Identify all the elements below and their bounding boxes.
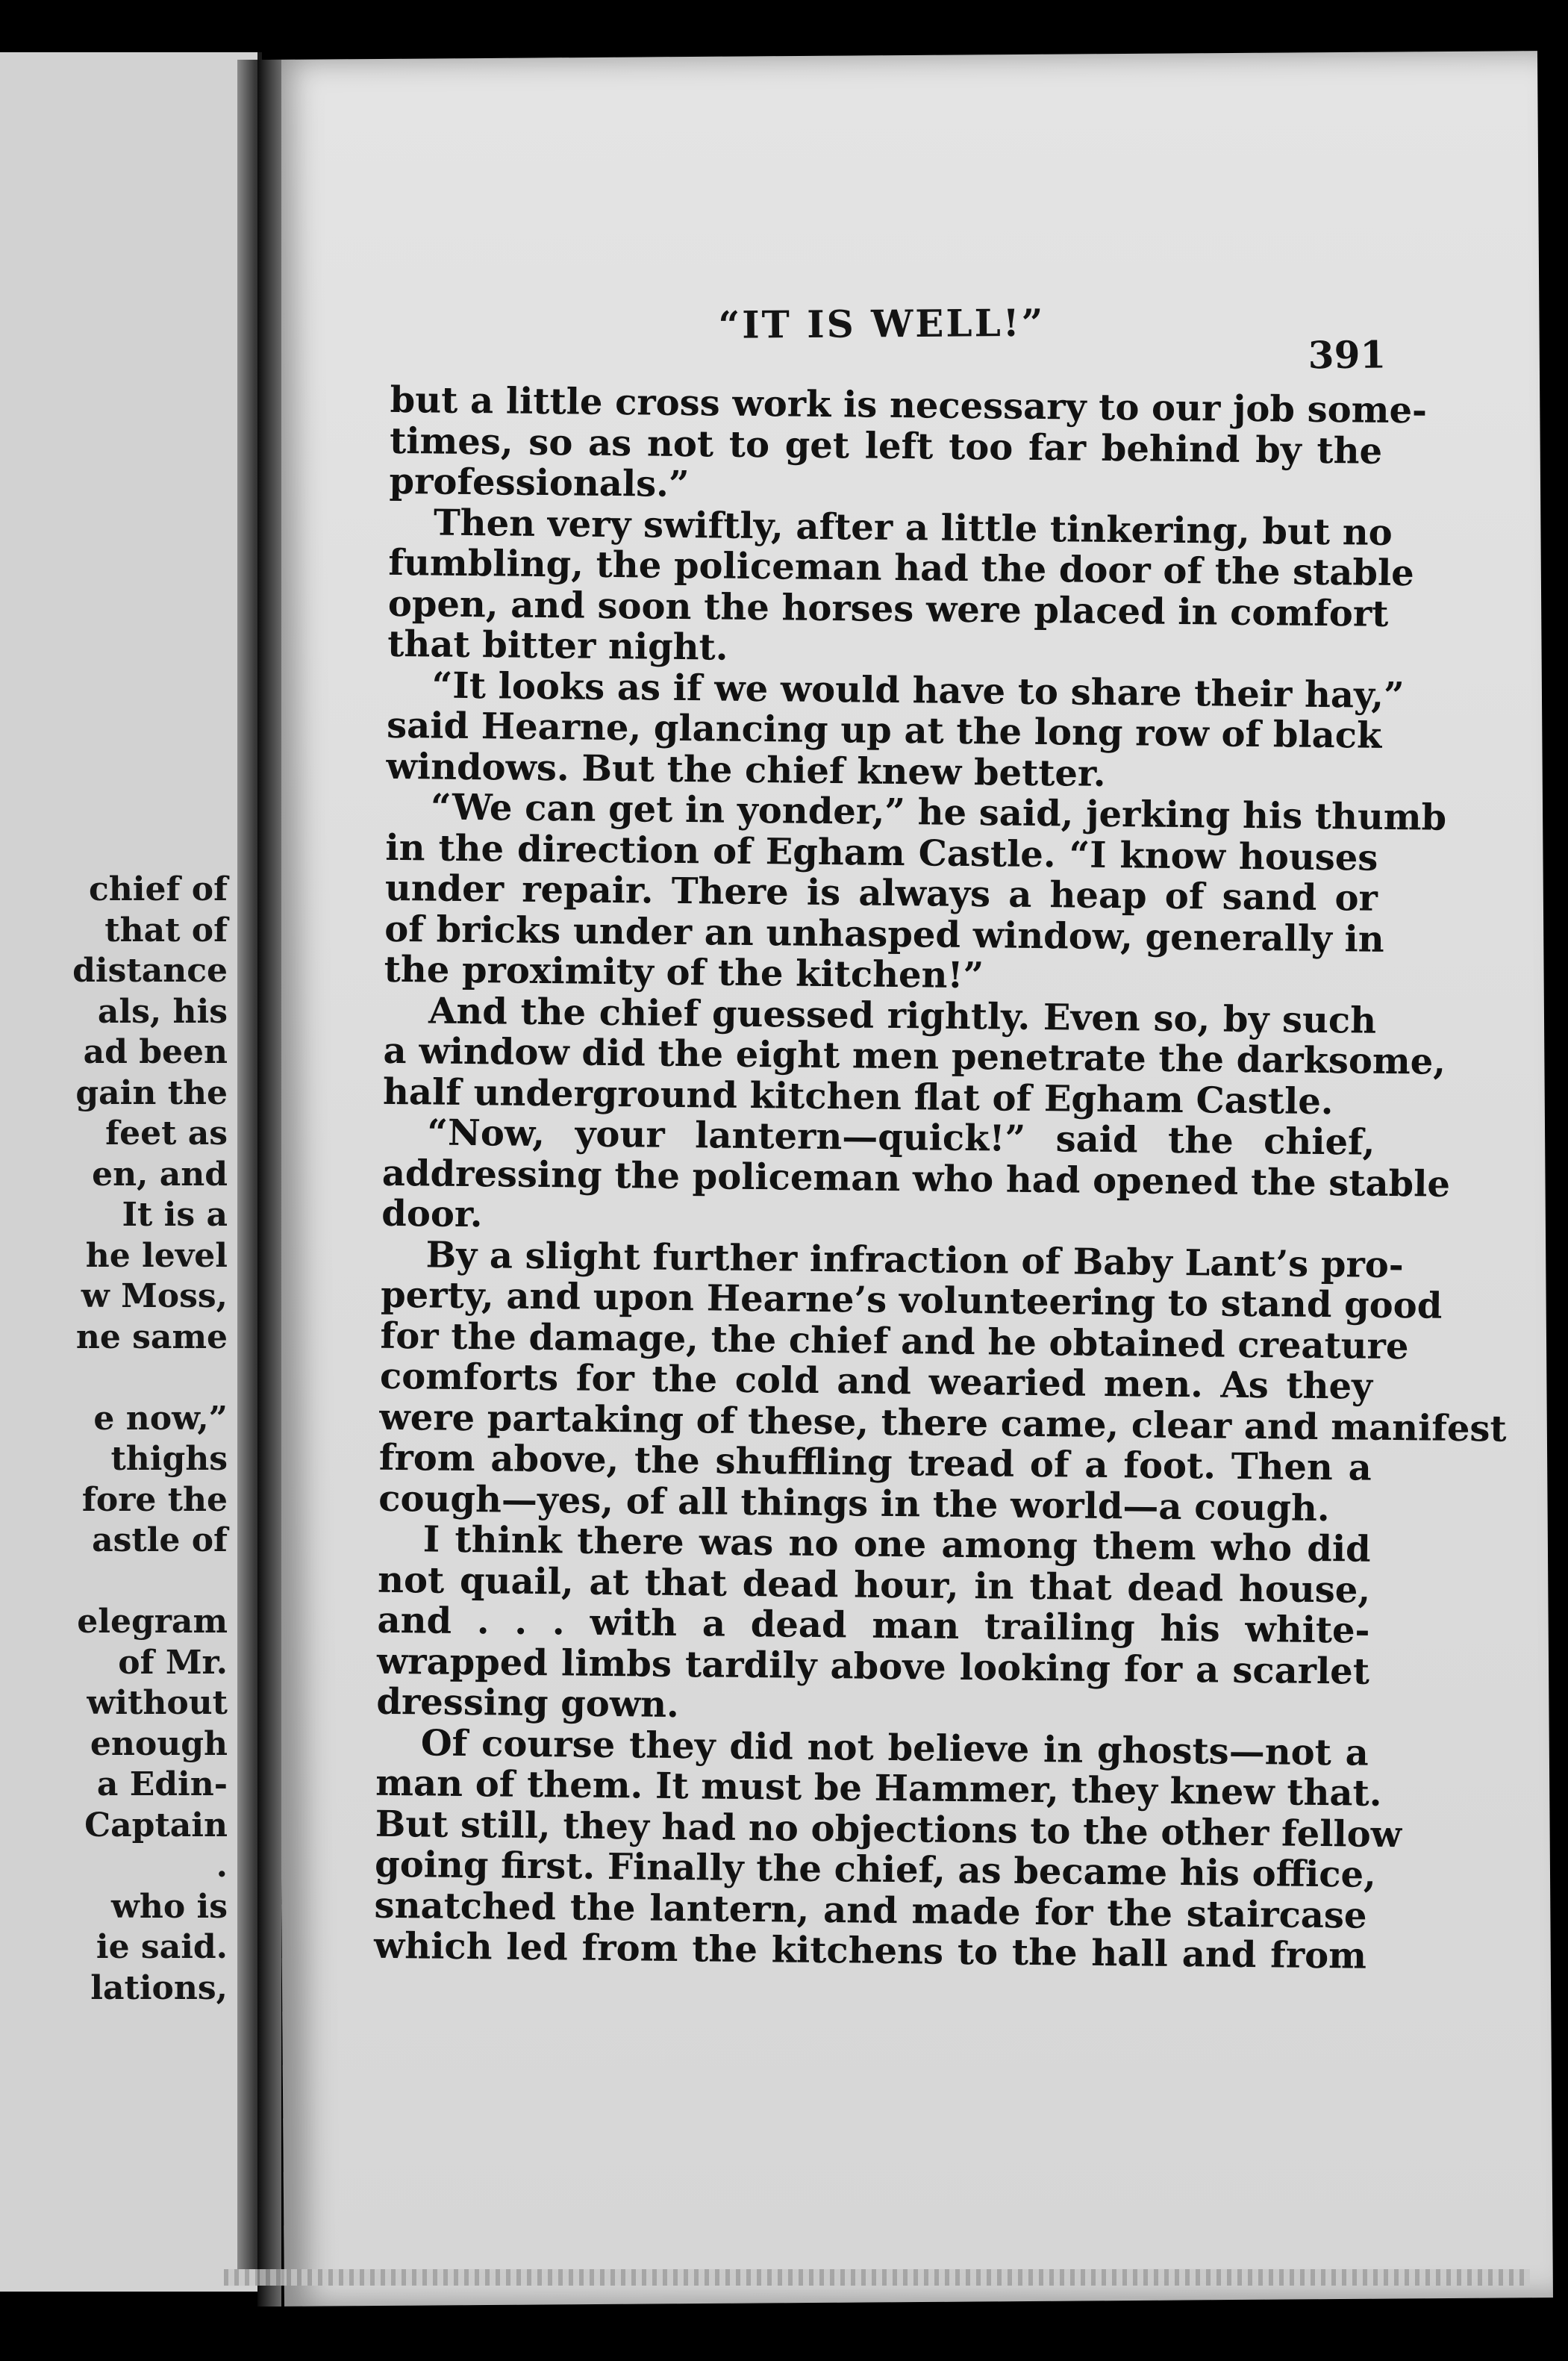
text-line: Of course they did not believe in ghosts—not a [420,1721,1369,1774]
text-line: but a little cross work is necessary to our job some- [390,378,1428,432]
left-page-line: he level [85,1236,228,1275]
text-line: that bitter night. [387,623,728,669]
left-page-line: Captain [84,1806,228,1844]
left-page-line: gain the [75,1073,228,1112]
left-page-line: lations, [90,1968,228,2007]
text-line: fumbling, the policeman had the door of the stable [388,541,1415,595]
text-line: “It looks as if we would have to share their hay,” [431,664,1405,717]
text-line: I think there was no one among them who did [422,1518,1371,1571]
text-line: But still, they had no objections to the other fellow [375,1803,1402,1856]
text-line: perty, and upon Hearne’s volunteering to stand good [380,1273,1443,1327]
left-page-line: als, his [97,992,228,1031]
text-line: for the damage, the chief and he obtained creature [380,1314,1409,1367]
text-line: open, and soon the horses were placed in comfort [387,582,1389,635]
text-line: “We can get in yonder,” he said, jerking his thumb [430,786,1447,839]
left-page-line: elegram [77,1603,228,1641]
left-page-line: astle of [92,1521,228,1559]
text-line: half underground kitchen flat of Egham Castle. [382,1070,1334,1123]
left-page-line [34,1358,228,1399]
text-line: professionals.” [389,460,690,506]
left-page-line: . [216,1847,228,1885]
left-page-line [34,1562,228,1603]
text-line: of bricks under an unhasped window, generally in [384,908,1385,961]
left-page-line: who is [110,1887,228,1926]
left-page-line: chief of [88,870,228,908]
text-line: in the direction of Egham Castle. “I know houses [385,826,1378,879]
text-line: going first. Finally the chief, as became his office, [374,1843,1377,1896]
text-line: windows. But the chief knew better. [386,745,1106,795]
left-page-line: w Moss, [81,1277,228,1315]
text-line: wrapped limbs tardily above looking for a scarlet [376,1640,1370,1693]
left-page-line: without [87,1684,228,1722]
text-line: a window did the eight men penetrate the darksome, [383,1029,1446,1083]
text-line: said Hearne, glancing up at the long row of black [386,704,1382,757]
text-line: addressing the policeman who had opened the stable [381,1152,1451,1206]
left-page-line: ad been [83,1033,228,1071]
left-page-line: a Edin- [96,1765,228,1803]
text-line: And the chief guessed rightly. Even so, by such [428,989,1377,1042]
left-page-line: ne same [75,1317,228,1356]
text-line: By a slight further infraction of Baby Lant’s pro- [425,1233,1405,1286]
left-page-line: that of [104,911,228,949]
book-spine [257,60,281,2307]
left-page-line: ie said. [96,1928,228,1966]
text-line: from above, the shuffling tread of a foot. Then a [378,1436,1372,1489]
text-line: were partaking of these, there came, clear and manifest [379,1396,1507,1450]
text-line: Then very swiftly, after a little tinkering, but no [433,501,1393,554]
left-page [0,52,262,2292]
running-head: “IT IS WELL!” [718,300,1046,347]
body-text [373,378,1507,1977]
text-line: and . . . with a dead man trailing his white- [377,1599,1370,1652]
left-page-line: enough [90,1724,228,1763]
left-page-text [34,870,228,2009]
left-page-line: thighs [110,1440,228,1478]
text-line: man of them. It must be Hammer, they knew that. [375,1762,1382,1815]
text-line: snatched the lantern, and made for the staircase [374,1884,1367,1937]
left-page-line: distance [72,952,228,990]
page-number: 391 [1308,332,1387,378]
left-page-line: en, and [92,1155,228,1194]
text-line: which led from the kitchens to the hall and from [373,1924,1367,1977]
text-line: the proximity of the kitchen!” [384,948,984,997]
left-page-line: fore the [81,1480,228,1519]
left-page-line: It is a [122,1196,228,1234]
text-line: not quail, at that dead hour, in that dead house, [377,1559,1371,1612]
left-page-line: feet as [105,1114,228,1153]
left-page-line: of Mr. [118,1643,228,1682]
text-line: door. [381,1192,483,1236]
text-line: times, so as not to get left too far behind by the [389,420,1383,472]
text-line: comforts for the cold and wearied men. As they [379,1355,1373,1408]
right-page [269,51,1553,2307]
text-line: dressing gown. [376,1680,680,1727]
page-edge [224,2269,1530,2286]
text-line: “Now, your lantern—quick!” said the chief, [427,1111,1375,1164]
text-line: under repair. There is always a heap of sand or [384,867,1378,920]
left-page-line: e now,” [93,1399,228,1438]
text-line: cough—yes, of all things in the world—a cough. [378,1477,1330,1529]
